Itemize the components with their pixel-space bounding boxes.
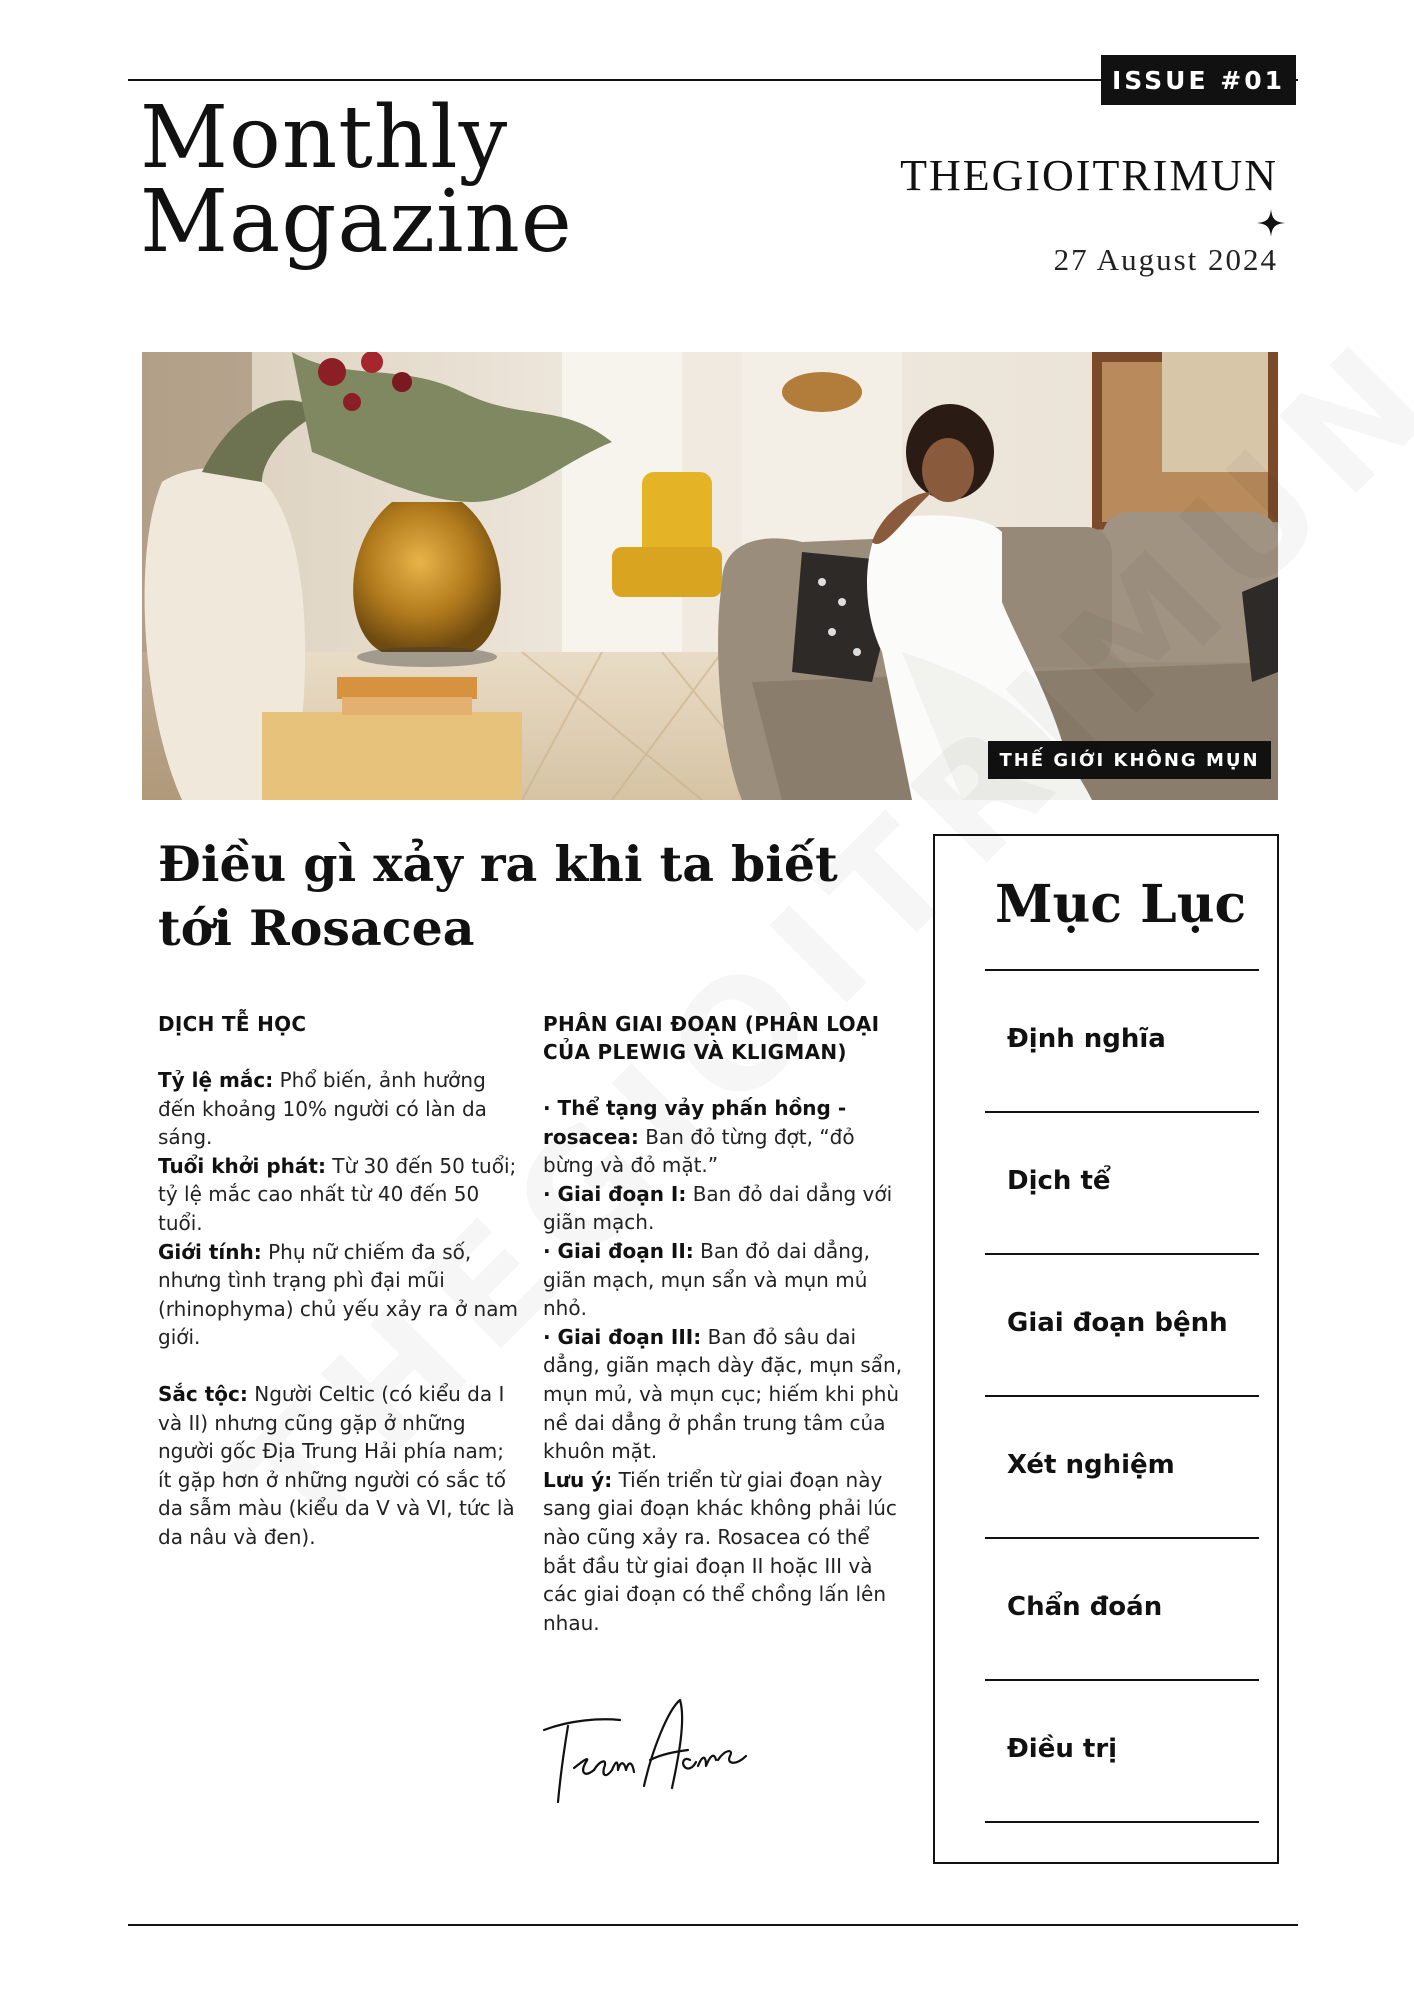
stage-prerosacea: · Thể tạng vảy phấn hồng - rosacea: Ban đỏ từng đợt, “đỏ bừng và đỏ mặt.” — [543, 1096, 855, 1178]
magazine-title-line1: Monthly — [140, 88, 509, 188]
issue-badge: ISSUE #01 — [1101, 55, 1296, 105]
magazine-title-line2: Magazine — [140, 172, 573, 272]
toc-divider — [985, 969, 1259, 971]
onset-paragraph: Tuổi khởi phát: Từ 30 đến 50 tuổi; tỷ lệ mắc cao nhất từ 40 đến 50 tuổi. — [158, 1153, 517, 1235]
toc-item-treatment[interactable]: Điều trị — [1007, 1734, 1118, 1764]
article-headline: Điều gì xảy ra khi ta biết tới Rosacea — [158, 835, 838, 957]
sparkle-icon — [1256, 208, 1286, 238]
photo-caption-tag: THẾ GIỚI KHÔNG MỤN — [988, 741, 1271, 779]
toc-divider — [985, 1111, 1259, 1113]
toc-divider — [985, 1395, 1259, 1397]
epidemiology-heading: DỊCH TỄ HỌC — [158, 1012, 307, 1036]
stage-1: · Giai đoạn I: Ban đỏ dai dẳng với giãn mạch. — [543, 1181, 893, 1235]
hero-photo — [142, 352, 1278, 800]
toc-item-stages[interactable]: Giai đoạn bệnh — [1007, 1308, 1228, 1338]
stage-2: · Giai đoạn II: Ban đỏ dai dẳng, giãn mạch, mụn sẩn và mụn mủ nhỏ. — [543, 1238, 870, 1321]
stage-3: · Giai đoạn III: Ban đỏ sâu dai dẳng, giãn mạch dày đặc, mụn sẩn, mụn mủ, và mụn cục; hiếm khi phù nề dai dẳng ở phần trung tâm của khuôn mặt. — [543, 1324, 903, 1464]
signature — [540, 1690, 760, 1820]
toc-divider — [985, 1821, 1259, 1823]
brand-name: THEGIOITRIMUN — [900, 151, 1278, 200]
race-paragraph: Sắc tộc: Người Celtic (có kiểu da I và II) nhưng cũng gặp ở những người gốc Địa Trung Hải phía nam; ít gặp hơn ở những người có sắc tố da sẫm màu (kiểu da V và VI, tức là da nâu và đen). — [158, 1381, 515, 1549]
staging-note: Lưu ý: Tiến triển từ giai đoạn này sang giai đoạn khác không phải lúc nào cũng xảy ra. Rosacea có thể bắt đầu từ giai đoạn II hoặc III và các giai đoạn có thể chồng lấn lên nhau. — [543, 1467, 897, 1635]
epidemiology-column — [158, 1010, 518, 1552]
staging-column — [543, 1010, 903, 1637]
toc-item-epidemiology[interactable]: Dịch tể — [1007, 1166, 1111, 1196]
toc-divider — [985, 1537, 1259, 1539]
publication-date: 27 August 2024 — [1053, 242, 1278, 277]
toc-item-tests[interactable]: Xét nghiệm — [1007, 1450, 1175, 1480]
toc-divider — [985, 1253, 1259, 1255]
toc-title: Mục Lục — [995, 874, 1247, 935]
staging-heading: PHÂN GIAI ĐOẠN (PHÂN LOẠI CỦA PLEWIG VÀ KLIGMAN) — [543, 1012, 880, 1064]
toc-divider — [985, 1679, 1259, 1681]
sex-paragraph: Giới tính: Phụ nữ chiếm đa số, nhưng tình trạng phì đại mũi (rhinophyma) chủ yếu xảy ra ở nam giới. — [158, 1239, 518, 1350]
bottom-rule — [128, 1924, 1298, 1926]
magazine-title — [140, 88, 573, 272]
toc-item-diagnosis[interactable]: Chẩn đoán — [1007, 1592, 1163, 1622]
hero-illustration — [142, 352, 1278, 800]
toc-item-definition[interactable]: Định nghĩa — [1007, 1024, 1166, 1054]
table-of-contents — [933, 834, 1279, 1864]
prevalence-paragraph: Tỷ lệ mắc: Phổ biến, ảnh hưởng đến khoảng 10% người có làn da sáng. — [158, 1068, 487, 1150]
